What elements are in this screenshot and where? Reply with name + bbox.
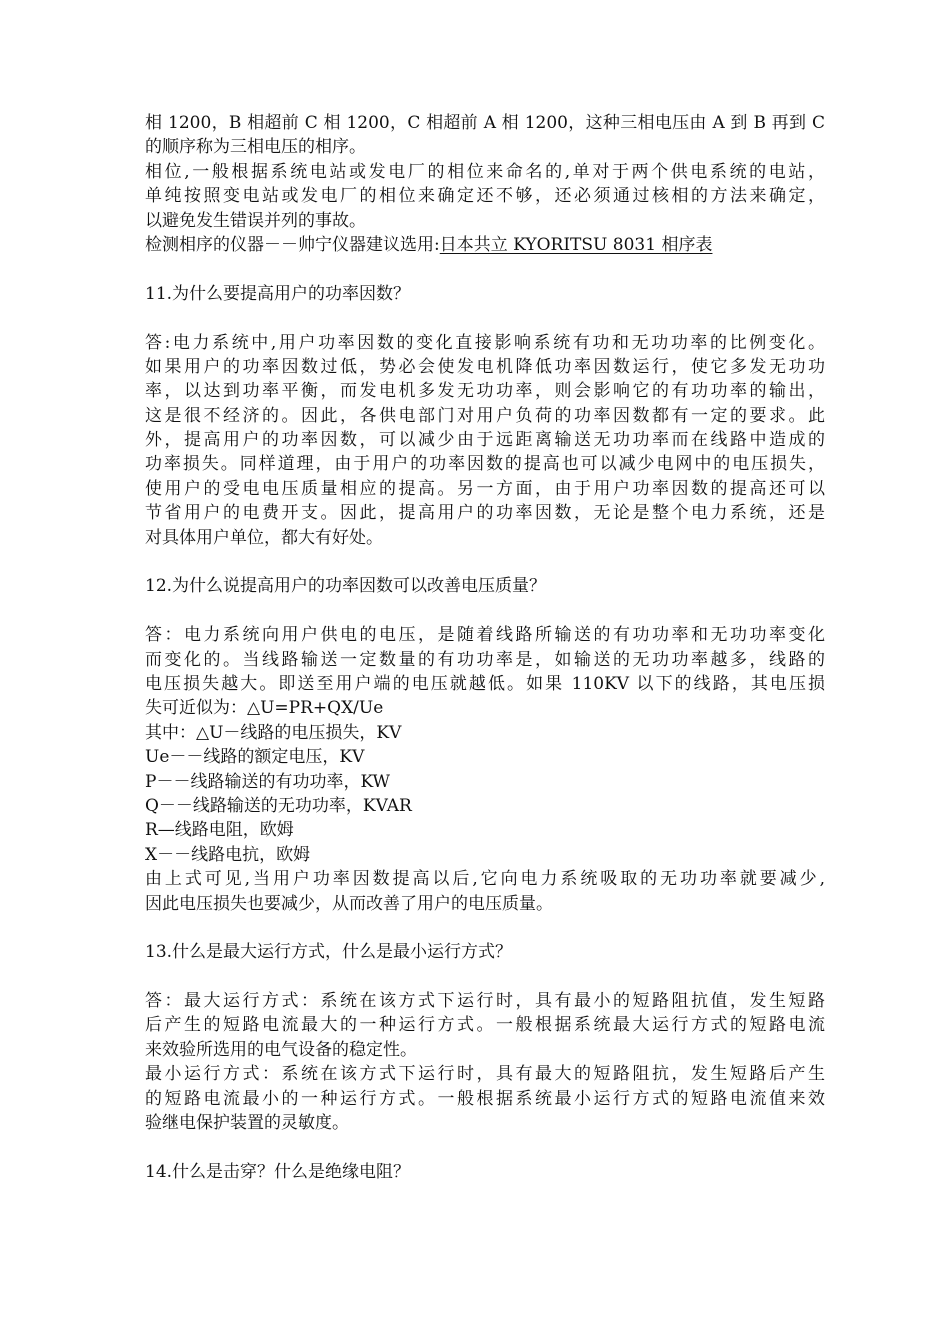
body-line: 以避免发生错误并列的事故。 bbox=[145, 210, 366, 231]
answer-line: 电压损失越大。即送至用户端的电压就越低。如果 110KV 以下的线路，其电压损 bbox=[145, 673, 825, 694]
document-page bbox=[145, 111, 825, 1184]
question-13-section bbox=[145, 940, 825, 1135]
body-line: 相 1200，B 相超前 C 相 1200，C 相超前 A 相 1200，这种三相电压由 A 到 B 再到 C bbox=[145, 113, 825, 133]
formula-line: 失可近似为：△U=PR+QX/Ue bbox=[145, 698, 384, 719]
intro-section bbox=[145, 111, 825, 257]
answer-line: 最小运行方式：系统在该方式下运行时，具有最大的短路阻抗，发生短路后产生 bbox=[145, 1064, 825, 1085]
question-heading: 13.什么是最大运行方式，什么是最小运行方式？ bbox=[145, 942, 513, 963]
paragraph-spacer bbox=[145, 599, 825, 623]
answer-line: 答：最大运行方式：系统在该方式下运行时，具有最小的短路阻抗值，发生短路 bbox=[145, 991, 825, 1012]
answer-line: 由上式可见,当用户功率因数提高以后,它向电力系统吸取的无功功率就要减少, bbox=[145, 869, 825, 890]
question-12-section bbox=[145, 574, 825, 915]
formula-term: X－－线路电抗，欧姆 bbox=[145, 844, 311, 865]
paragraph-spacer bbox=[145, 306, 825, 330]
answer-line: 率，以达到功率平衡，而发电机多发无功功率，则会影响它的有功功率的输出， bbox=[145, 381, 825, 402]
answer-line: 外，提高用户的功率因数，可以减少由于远距离输送无功功率而在线路中造成的 bbox=[145, 430, 825, 451]
answer-line: 答：电力系统向用户供电的电压，是随着线路所输送的有功功率和无功功率变化 bbox=[145, 625, 825, 646]
question-14-section bbox=[145, 1160, 825, 1184]
answer-line: 这是很不经济的。因此，各供电部门对用户负荷的功率因数都有一定的要求。此 bbox=[145, 405, 825, 426]
answer-line: 如果用户的功率因数过低，势必会使发电机降低功率因数运行，使它多发无功功 bbox=[145, 356, 825, 377]
instrument-prefix: 检测相序的仪器－－帅宁仪器建议选用: bbox=[145, 234, 440, 255]
answer-line: 而变化的。当线路输送一定数量的有功功率是，如输送的无功功率越多，线路的 bbox=[145, 649, 825, 670]
answer-line: 使用户的受电电压质量相应的提高。另一方面，由于用户功率因数的提高还可以 bbox=[145, 478, 825, 499]
answer-line: 功率损失。同样道理，由于用户的功率因数的提高也可以减少电网中的电压损失， bbox=[145, 454, 825, 475]
question-heading: 14.什么是击穿？什么是绝缘电阻？ bbox=[145, 1161, 411, 1182]
formula-term: 其中：△U－线路的电压损失，KV bbox=[145, 722, 402, 743]
paragraph-spacer bbox=[145, 965, 825, 989]
answer-line: 验继电保护装置的灵敏度。 bbox=[145, 1113, 349, 1134]
answer-line: 对具体用户单位，都大有好处。 bbox=[145, 527, 383, 548]
formula-term: Q－－线路输送的无功功率，KVAR bbox=[145, 795, 412, 816]
paragraph-spacer bbox=[145, 257, 825, 281]
question-11-section bbox=[145, 282, 825, 550]
answer-line: 后产生的短路电流最大的一种运行方式。一般根据系统最大运行方式的短路电流 bbox=[145, 1015, 825, 1036]
body-line: 的顺序称为三相电压的相序。 bbox=[145, 137, 366, 158]
formula-term: Ue－－线路的额定电压，KV bbox=[145, 747, 365, 768]
paragraph-spacer bbox=[145, 916, 825, 940]
body-line: 相位,一般根据系统电站或发电厂的相位来命名的,单对于两个供电系统的电站， bbox=[145, 161, 825, 182]
question-heading: 12.为什么说提高用户的功率因数可以改善电压质量？ bbox=[145, 576, 547, 597]
answer-line: 的短路电流最小的一种运行方式。一般根据系统最小运行方式的短路电流值来效 bbox=[145, 1088, 825, 1109]
paragraph-spacer bbox=[145, 550, 825, 574]
answer-line: 因此电压损失也要减少，从而改善了用户的电压质量。 bbox=[145, 893, 553, 914]
formula-term: P－－线路输送的有功功率，KW bbox=[145, 771, 391, 792]
body-line: 单纯按照变电站或发电厂的相位来确定还不够，还必须通过核相的方法来确定， bbox=[145, 186, 825, 207]
answer-line: 来效验所选用的电气设备的稳定性。 bbox=[145, 1039, 417, 1060]
paragraph-spacer bbox=[145, 1135, 825, 1159]
question-heading: 11.为什么要提高用户的功率因数？ bbox=[145, 283, 411, 304]
instrument-link[interactable]: 日本共立 KYORITSU 8031 相序表 bbox=[439, 234, 713, 255]
answer-line: 节省用户的电费开支。因此，提高用户的功率因数，无论是整个电力系统，还是 bbox=[145, 503, 825, 524]
formula-term: R—线路电阻，欧姆 bbox=[145, 820, 294, 841]
instrument-recommendation bbox=[145, 233, 825, 257]
answer-line: 答:电力系统中,用户功率因数的变化直接影响系统有功和无功功率的比例变化。 bbox=[145, 332, 825, 353]
